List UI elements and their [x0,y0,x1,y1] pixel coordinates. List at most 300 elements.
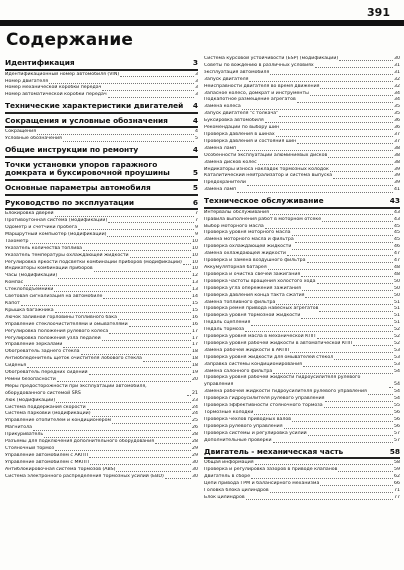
toc-entry-page: 18 [192,349,198,355]
dot-leader [301,276,393,277]
toc-entry[interactable] [5,85,198,92]
section-rule [5,156,198,158]
toc-entry-page: 53 [394,354,400,360]
toc-entry-page: 13 [192,287,198,293]
toc-entry-title: Сиденья [5,363,27,369]
toc-section-heading[interactable] [5,184,198,193]
dot-leader [242,109,393,110]
toc-entry[interactable] [204,118,400,125]
toc-entry[interactable] [204,320,400,327]
toc-entry-page: 32 [394,83,400,89]
dot-leader [87,409,191,410]
toc-entry[interactable] [204,389,400,396]
toc-entry[interactable] [204,180,400,187]
dot-leader [315,67,393,68]
toc-entry-title: Проверка системы и регулировка усилий [204,430,307,436]
toc-entry-title: Регулировка яркости подсветки комбинации приборов (модификации) [5,259,182,265]
toc-entry-page: 15 [192,300,198,306]
page-number: 391 [367,6,390,19]
toc-entry-page: 37 [394,131,400,137]
toc-entry-page: 25 [192,418,198,424]
toc-entry-page: 3 [195,71,198,77]
toc-entry-page: 15 [192,307,198,313]
toc-entry[interactable] [5,232,198,239]
toc-entry-title: Противоугонная система (модификации) [5,218,108,224]
toc-section-page: 6 [192,197,198,207]
toc-entry-page: 38 [394,145,400,151]
dot-leader [55,450,191,451]
toc-entry-page: 47 [394,251,400,257]
toc-entry-title: Замена колеса [204,104,241,110]
toc-entry-title: Индикаторы износа накладок тормозных колодок [204,166,329,172]
dot-leader [328,157,393,158]
toc-entry-page: 56 [394,416,400,422]
toc-entry[interactable] [5,377,198,384]
toc-entry[interactable] [5,411,198,418]
dot-leader [155,443,191,444]
toc-entry-title: Антиобледенитель щеток очистителя лобового стекла [5,356,142,362]
dot-leader [55,216,194,217]
toc-entry-title: Проверка давления в шинах [204,131,275,137]
toc-section-heading[interactable] [5,199,198,208]
toc-entry[interactable] [204,300,400,307]
toc-entry[interactable] [204,230,400,237]
toc-entry-page: 43 [394,209,400,215]
toc-section-page: 3 [192,58,198,67]
toc-entry-page: 30 [192,466,198,472]
toc-section-heading[interactable] [5,102,198,111]
toc-entry[interactable] [204,146,400,153]
dot-leader [27,367,191,368]
toc-entry-page: 3 [195,85,198,91]
toc-entry[interactable] [5,308,198,315]
dot-leader [129,326,191,327]
toc-entry[interactable] [5,253,198,260]
toc-entry[interactable] [5,239,198,246]
toc-entry-page: 19 [192,370,198,376]
toc-entry[interactable] [5,294,198,301]
dot-leader [265,228,393,229]
toc-entry[interactable] [5,370,198,377]
toc-entry-title: Проверка уровня тормозной жидкости [204,313,301,319]
toc-entry[interactable] [204,56,400,63]
toc-entry[interactable] [204,153,400,160]
toc-entry[interactable] [204,97,400,104]
toc-entry-title: Управление отопителем и кондиционером [5,418,112,424]
toc-section-title: Идентификация [5,58,75,67]
toc-entry[interactable] [5,425,198,432]
dot-leader [63,347,191,348]
toc-entry-title: Дополнительные проверки [204,437,272,443]
section-rule [5,112,198,114]
toc-entry[interactable] [204,139,400,146]
dot-leader [279,116,393,117]
toc-column-right [204,56,400,502]
toc-entry-page: 24 [192,404,198,410]
dot-leader [339,60,393,61]
toc-entry-page: 30 [192,459,198,465]
toc-entry[interactable] [5,266,198,273]
dot-leader [103,298,191,299]
toc-entry[interactable] [5,92,198,99]
toc-entry-page: 57 [394,430,400,436]
toc-entry-title: Заправка системы кондиционирования [204,361,302,367]
toc-entry[interactable] [204,224,400,231]
toc-section-title: Основные параметры автомобиля [5,183,151,192]
dot-leader [268,269,393,270]
toc-entry-title: Проверка эффективности стояночного тормоза [204,403,323,409]
dot-leader [319,311,393,312]
toc-entry-title: Часы (модификации) [5,273,58,279]
toc-entry[interactable] [204,403,400,410]
dot-leader [273,442,394,443]
toc-entry[interactable] [204,481,400,488]
section-rule [5,69,198,71]
toc-entry-page: 38 [394,152,400,158]
toc-entry-page: 23 [192,397,198,403]
dot-leader [338,471,393,472]
toc-entry-page: 34 [394,90,400,96]
toc-entry-title: Одометр и счетчики пробега [5,225,78,230]
dot-leader [270,214,393,215]
toc-entry[interactable] [5,467,198,474]
toc-entry[interactable] [204,125,400,132]
toc-entry[interactable] [5,446,198,453]
toc-entry-page: 9 [195,225,198,230]
dot-leader [297,102,393,103]
toc-entry[interactable] [204,327,400,334]
toc-entry[interactable] [5,439,198,446]
dot-leader [389,387,393,388]
toc-entry-title: Неисправности двигателя во время движения [204,83,320,89]
page-title: Содержание [6,30,134,50]
dot-leader [301,318,393,319]
toc-entry-title: Индикаторы комбинации приборов [5,266,93,272]
toc-entry[interactable] [204,217,400,224]
toc-entry-title: Система электронного распределения тормозных усилий (EBD) [5,473,164,479]
toc-section-heading[interactable] [5,59,198,68]
toc-entry[interactable] [5,218,198,225]
toc-section-heading[interactable] [204,197,400,206]
toc-entry-page: 56 [394,423,400,429]
dot-leader [302,290,393,291]
toc-entry[interactable] [5,287,198,294]
toc-entry[interactable] [5,336,198,343]
toc-entry-page: 51 [394,299,400,305]
toc-entry[interactable] [204,63,400,70]
toc-section-page: 58 [389,446,400,456]
toc-entry[interactable] [5,398,198,405]
toc-entry-page: 10 [192,245,198,251]
toc-section-title: Двигатель - механическая часть [204,446,344,456]
dot-leader [245,331,393,332]
toc-entry-page: 54 [394,368,400,374]
toc-entry-page: 54 [394,382,400,388]
toc-entry[interactable] [204,355,400,362]
toc-entry[interactable] [204,495,400,502]
toc-section-title: Точки установки упоров гаражного домкрата и буксировочной проушины [5,159,170,178]
toc-entry[interactable] [5,363,198,370]
toc-entry[interactable] [204,375,400,389]
toc-section-page: 43 [389,196,400,206]
toc-entry-title: Стеклоподъемники [5,287,54,293]
toc-section-page: 5 [192,183,198,192]
toc-entry[interactable] [5,129,198,136]
toc-entry[interactable] [204,265,400,272]
dot-leader [94,271,191,272]
dot-leader [295,242,393,243]
toc-entry[interactable] [5,225,198,232]
dot-leader [333,178,393,179]
toc-entry-title: Номер двигателя [5,78,49,84]
toc-entry[interactable] [204,488,400,495]
toc-entry-title: Подкапотное размещение агрегатов [204,97,296,103]
toc-entry-page: 66 [394,480,400,486]
toc-entry[interactable] [204,424,400,431]
toc-entry-page: 50 [394,292,400,298]
toc-entry-page: 18 [192,356,198,362]
toc-entry[interactable] [204,111,400,118]
toc-entry[interactable] [204,369,400,376]
toc-entry[interactable] [5,460,198,467]
toc-entry-title: Проверка рулевого управления [204,423,283,429]
toc-entry-title: Идентификационный номер автомобиля (VIN) [5,71,120,77]
toc-entry[interactable] [204,306,400,313]
toc-entry[interactable] [204,160,400,167]
dot-leader [368,394,393,395]
toc-entry-page: 45 [394,223,400,229]
toc-entry-page: 7 [195,218,198,224]
toc-entry-page: 17 [192,328,198,334]
toc-entry-page: 48 [394,264,400,270]
toc-entry-page: 24 [192,411,198,417]
toc-section-heading[interactable] [5,117,198,126]
toc-entry[interactable] [204,132,400,139]
toc-entry[interactable] [204,286,400,293]
dot-leader [237,150,393,151]
dot-leader [83,250,191,251]
toc-entry[interactable] [204,272,400,279]
dot-leader [78,229,194,230]
section-rule [204,457,400,459]
toc-entry[interactable] [204,313,400,320]
toc-entry-title: Проверка и замена воздушного фильтра [204,258,306,264]
toc-entry-page: 62 [394,473,400,479]
dot-leader [249,81,393,82]
toc-entry[interactable] [204,460,400,467]
toc-entry[interactable] [5,315,198,322]
toc-entry[interactable] [204,258,400,265]
toc-entry[interactable] [204,70,400,77]
toc-entry[interactable] [204,362,400,369]
toc-entry[interactable] [204,348,400,355]
toc-entry[interactable] [204,251,400,258]
toc-entry-title: Замена рабочей жидкости гидроусилителя рулевого управления [204,389,367,395]
dot-leader [109,333,191,334]
toc-entry-title: Правила выполнения работ в моторном отсеке [204,216,322,222]
toc-entry[interactable] [5,301,198,308]
toc-entry-title: Регулировка положения рулевого колеса [5,328,109,334]
toc-entry-title: Проверка чехлов приводных валов [204,416,291,422]
toc-entry-title: Проверка уровня масла в механической КПП [204,334,316,340]
toc-entry[interactable] [204,467,400,474]
toc-entry[interactable] [5,418,198,425]
toc-entry-title: Запасное колесо, домкрат и инструменты [204,90,309,96]
toc-entry-title: Система курсовой устойчивости (ESP) (модификации) [204,56,339,61]
toc-entry-page: 56 [394,410,400,415]
toc-entry-page: 17 [192,335,198,341]
dot-leader [120,76,194,77]
toc-entry-page: 14 [192,294,198,300]
toc-entry-page: 39 [394,166,400,172]
toc-entry-title: Магнитола [5,425,32,431]
toc-entry-title: Управление автомобилем с АКПП [5,452,89,458]
toc-entry-page: 54 [394,396,400,402]
toc-entry[interactable] [204,237,400,244]
toc-entry[interactable] [204,84,400,91]
dot-leader [33,430,191,431]
toc-entry-page: 10 [192,238,198,244]
toc-entry[interactable] [5,280,198,287]
toc-entry-page: 4 [195,129,198,135]
toc-entry[interactable] [5,453,198,460]
toc-entry[interactable] [5,432,198,439]
toc-entry[interactable] [5,322,198,329]
toc-entry[interactable] [204,104,400,111]
toc-entry-title: Каталитический нейтрализатор и система выпуска [204,173,333,179]
toc-entry[interactable] [5,273,198,280]
toc-entry-page: 3 [195,92,198,98]
toc-entry[interactable] [5,405,198,412]
toc-entry[interactable] [5,384,198,398]
dot-leader [24,285,191,286]
toc-section-page: 5 [192,168,198,178]
toc-entry-page: 71 [394,487,400,493]
toc-entry-title: Условные обозначения [5,136,62,142]
toc-entry-title: Обогреватель передних сидений [5,370,88,376]
toc-entry-title: Меры предосторожности при эксплуатации автомобиля, оборудованного системой SRS [5,383,147,396]
toc-entry-page: 54 [394,389,400,395]
toc-entry-page: 9 [195,231,198,237]
toc-entry-title: Указатель количества топлива [5,245,82,251]
toc-entry-page: 39 [394,173,400,179]
toc-entry-title: Проверка уровня рабочей жидкости гидроусилителя рулевого управления [204,375,361,388]
toc-entry-page: 13 [192,280,198,286]
dot-leader [130,257,191,258]
toc-entry[interactable] [5,260,198,267]
toc-entry-page: 41 [394,187,400,193]
toc-entry-page: 35 [394,111,400,117]
toc-entry[interactable] [5,79,198,86]
toc-entry[interactable] [204,417,400,424]
toc-entry[interactable] [5,474,198,481]
toc-entry[interactable] [204,167,400,174]
toc-entry-title: Блок цилиндров [204,494,245,500]
dot-leader [102,340,191,341]
toc-entry[interactable] [204,244,400,251]
toc-entry[interactable] [5,356,198,363]
toc-entry[interactable] [204,173,400,180]
dot-leader [89,457,191,458]
toc-entry[interactable] [204,279,400,286]
toc-entry-title: Номер механической коробки передач [5,85,102,91]
dot-leader [307,262,394,263]
dot-leader [237,192,393,193]
toc-entry-title: Тахометр [5,238,29,244]
toc-entry[interactable] [5,72,198,79]
toc-entry[interactable] [204,91,400,98]
toc-entry-page: 48 [394,271,400,277]
dot-leader [284,428,394,429]
toc-entry[interactable] [5,329,198,336]
toc-entry-page: 38 [394,159,400,165]
toc-entry-page: 45 [394,230,400,236]
toc-entry-page: 46 [394,244,400,250]
toc-entry[interactable] [204,293,400,300]
toc-entry-title: эксплуатация автомобиля [204,69,270,75]
toc-entry-title: Проверка уровня жидкости для омывателей стекол [204,354,334,360]
toc-entry[interactable] [5,342,198,349]
toc-entry-page: 34 [394,97,400,103]
toc-entry[interactable] [204,334,400,341]
toc-entry[interactable] [204,396,400,403]
toc-entry[interactable] [5,246,198,253]
toc-entry-page: 47 [394,258,400,264]
toc-entry-title: Система поддержания скорости [5,404,86,410]
dot-leader [108,222,194,223]
toc-entry-title: Крышка багажника [5,307,54,313]
toc-entry-title: Управление автомобилем с МКПП [5,459,89,465]
toc-entry[interactable] [204,77,400,84]
toc-entry-page: 20 [192,376,198,382]
dot-leader [280,129,393,130]
dot-leader [112,423,191,424]
toc-section-heading[interactable] [5,161,198,178]
toc-entry-page: 45 [394,237,400,243]
toc-entry[interactable] [204,341,400,348]
toc-entry[interactable] [204,210,400,217]
dot-leader [108,97,194,98]
dot-leader [320,485,393,486]
toc-entry-title: Управление стеклоочистителями и омывателями [5,321,128,327]
toc-entry[interactable] [204,474,400,481]
toc-entry[interactable] [204,438,400,445]
dot-leader [49,83,194,84]
dot-leader [165,478,191,479]
toc-section-title: Технические характеристики двигателей [5,101,184,111]
toc-entry-title: Проверка частоты вращения холостого хода [204,278,316,284]
dot-leader [92,416,191,417]
toc-entry-title: Управление зеркалами [5,342,63,348]
toc-entry-page: 10 [192,252,198,258]
toc-entry[interactable] [204,410,400,417]
toc-entry-page: 51 [394,320,400,326]
toc-section-heading[interactable] [5,146,198,155]
dot-leader [324,407,393,408]
toc-entry[interactable] [5,349,198,356]
toc-entry-title: Регулировка положения узла педалей [5,335,101,341]
toc-entry[interactable] [204,431,400,438]
toc-entry-page: 37 [394,138,400,144]
toc-entry[interactable] [5,211,198,218]
toc-entry-page: 57 [394,437,400,443]
toc-entry[interactable] [5,136,198,143]
toc-entry-page: 31 [394,62,400,68]
toc-entry[interactable] [204,187,400,194]
toc-entry-title: Замена моторного масла и фильтра [204,237,294,243]
toc-section-heading[interactable] [204,448,400,457]
dot-leader [58,278,191,279]
